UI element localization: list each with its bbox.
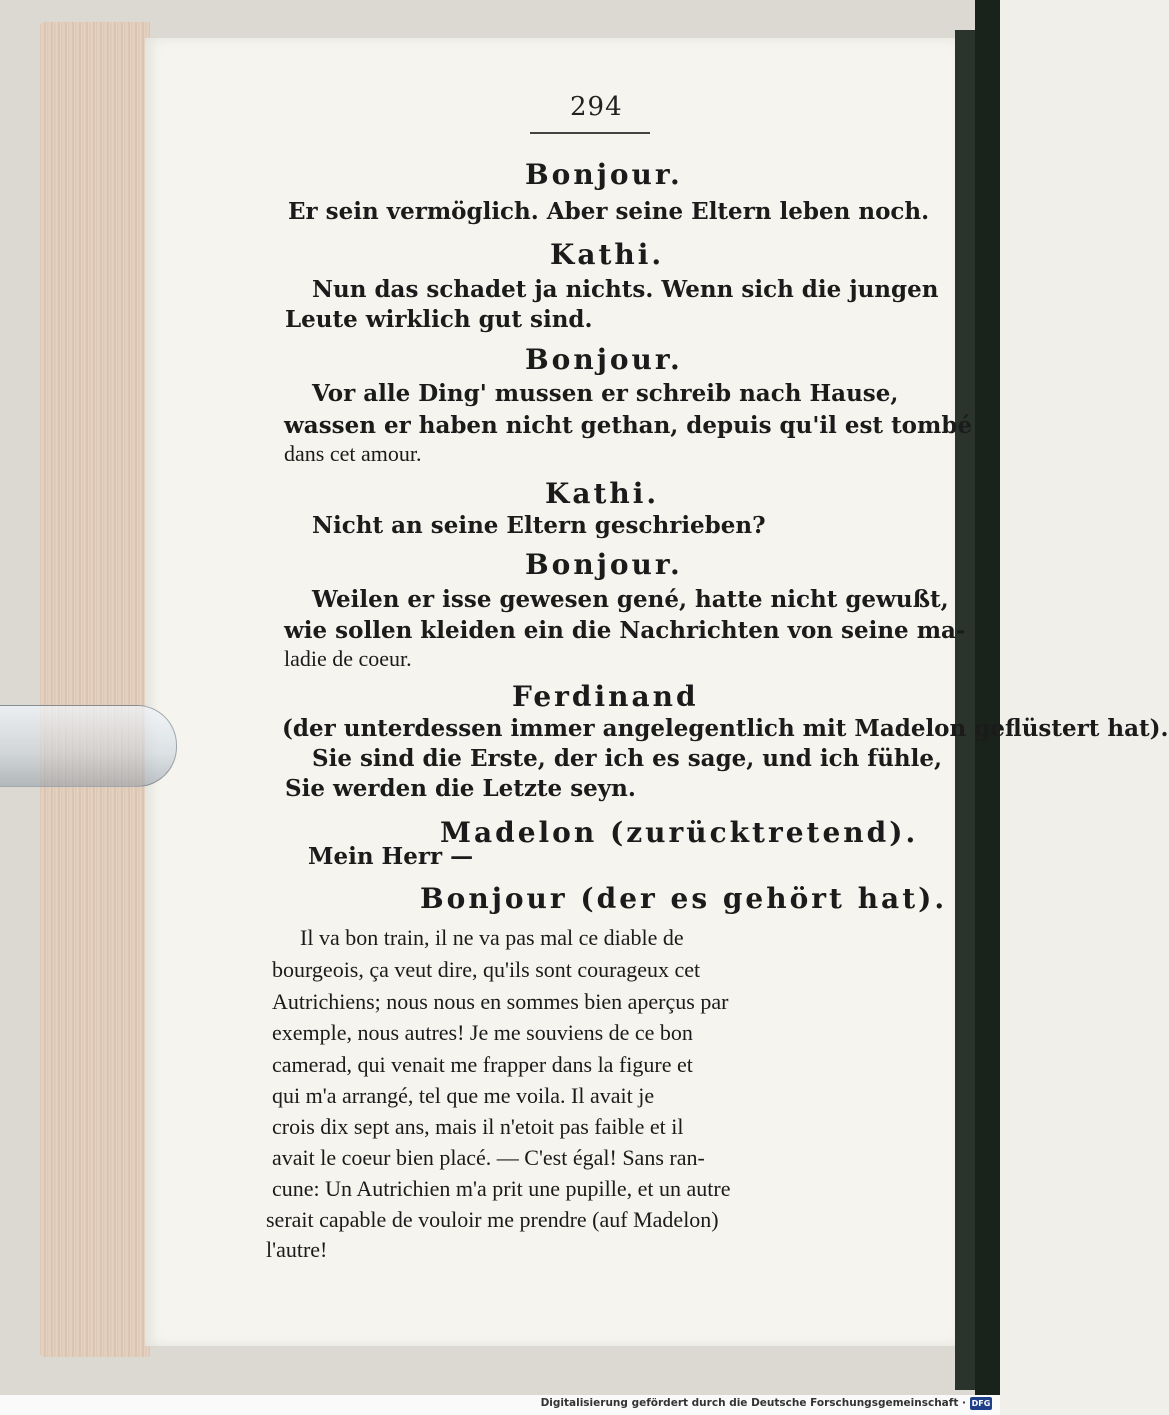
speaker-name: Bonjour. (525, 343, 683, 376)
book-page-edges (40, 22, 150, 1357)
text-line: Er sein vermöglich. Aber seine Eltern leben noch. (288, 198, 930, 225)
speaker-name: Bonjour. (525, 158, 683, 191)
text-line: Weilen er isse gewesen gené, hatte nicht gewußt, (312, 586, 949, 613)
speaker-name: Madelon (zurücktretend). (440, 816, 919, 849)
speaker-name: Kathi. (550, 238, 665, 271)
speaker-name: Ferdinand (512, 680, 699, 713)
text-line: camerad, qui venait me frapper dans la figure et (272, 1052, 693, 1077)
text-line: wie sollen kleiden ein die Nachrichten von seine ma- (284, 617, 966, 644)
scan-border-dark (975, 0, 1000, 1395)
text-line: Nun das schadet ja nichts. Wenn sich die jungen (312, 276, 939, 303)
speaker-name: Kathi. (545, 477, 660, 510)
text-line: ladie de coeur. (284, 646, 412, 671)
text-line: bourgeois, ça veut dire, qu'ils sont courageux cet (272, 957, 701, 982)
speaker-name: Bonjour. (525, 548, 683, 581)
dfg-logo: DFG (971, 1399, 991, 1408)
text-line: crois dix sept ans, mais il n'etoit pas faible et il (272, 1114, 684, 1139)
speaker-name: Bonjour (der es gehört hat). (420, 882, 948, 915)
header-rule (530, 132, 650, 134)
text-line: qui m'a arrangé, tel que me voila. Il avait je (272, 1083, 655, 1108)
text-line: Sie sind die Erste, der ich es sage, und ich fühle, (312, 745, 943, 772)
text-line: wassen er haben nicht gethan, depuis qu'il est tombé (284, 412, 973, 439)
text-line: Leute wirklich gut sind. (285, 306, 593, 333)
text-line: Vor alle Ding' mussen er schreib nach Hause, (312, 380, 899, 407)
book-clamp (0, 705, 177, 787)
text-line: serait capable de vouloir me prendre (auf Madelon) (266, 1207, 719, 1232)
text-line: dans cet amour. (284, 441, 422, 466)
text-line: exemple, nous autres! Je me souviens de ce bon (272, 1020, 693, 1045)
funding-footer: Digitalisierung gefördert durch die Deutsche Forschungsgemeinschaft · (540, 1397, 966, 1409)
text-line: l'autre! (266, 1237, 328, 1262)
text-line: cune: Un Autrichien m'a prit une pupille, et un autre (272, 1176, 731, 1201)
text-line: Nicht an seine Eltern geschrieben? (312, 512, 766, 539)
text-line: avait le coeur bien placé. — C'est égal! Sans ran- (272, 1145, 705, 1170)
page-number: 294 (570, 92, 623, 122)
text-line: (der unterdessen immer angelegentlich mit Madelon geflüstert hat). (282, 715, 1169, 742)
text-line: Sie werden die Letzte seyn. (285, 775, 636, 802)
text-line: Autrichiens; nous nous en sommes bien aperçus par (272, 989, 729, 1014)
text-line: Il va bon train, il ne va pas mal ce diable de (300, 925, 684, 950)
text-line: Mein Herr — (308, 843, 474, 870)
